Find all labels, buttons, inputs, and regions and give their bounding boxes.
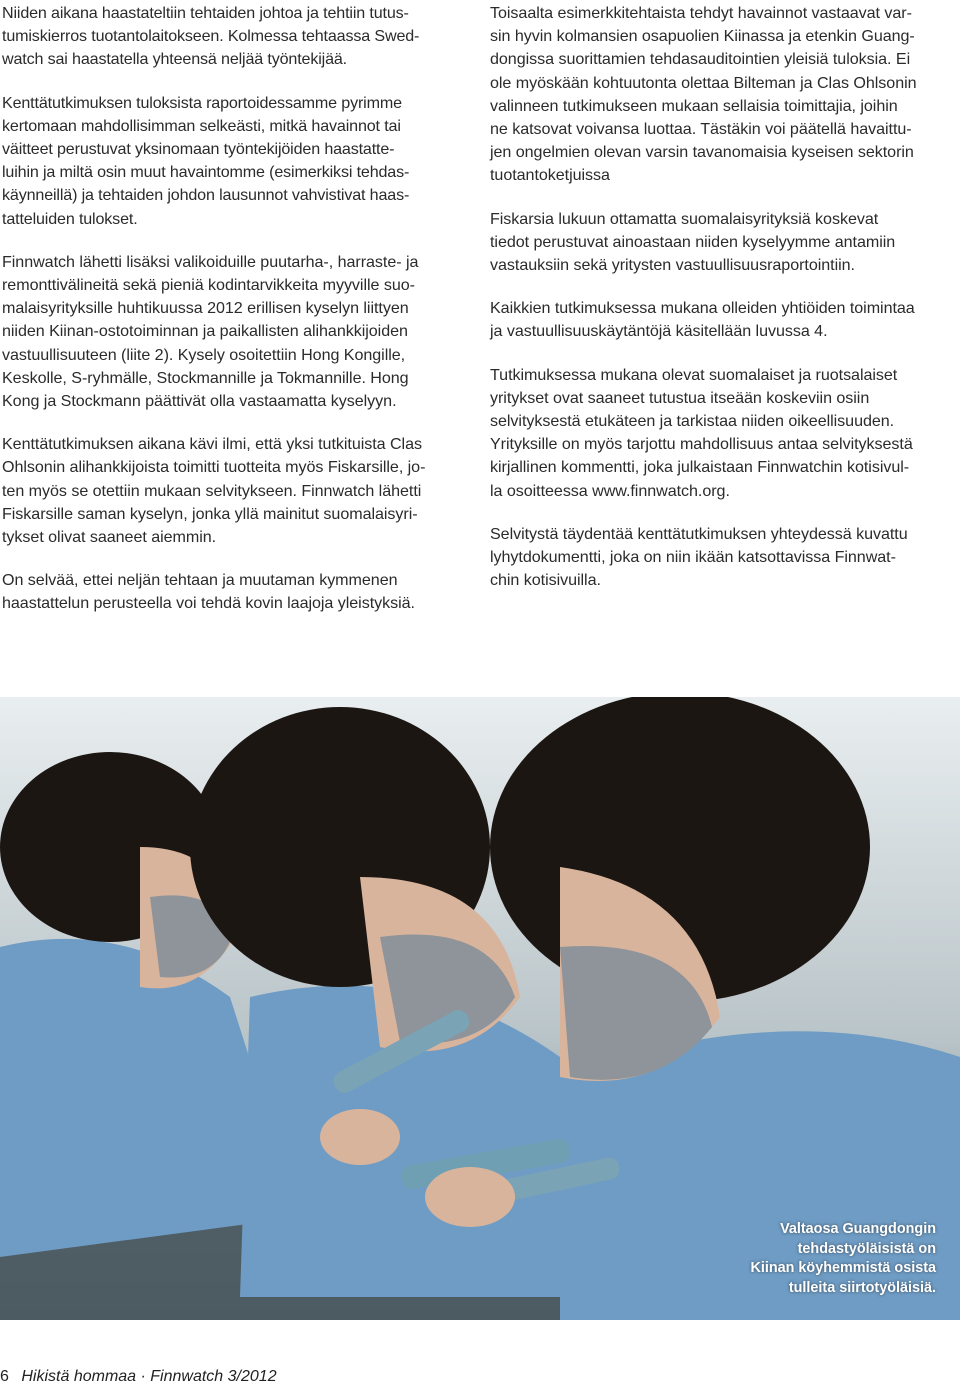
photo-caption: Valtaosa Guangdongin tehdastyöläisistä on Kiinan köyhemmistä osista tulleita siirtotyöläisiä. (750, 1221, 936, 1296)
paragraph: Toisaalta esimerkkitehtaista tehdyt havainnot vastaavat var- sin hyvin kolmansien osapuolien Kiinassa ja etenkin Guang- dongissa suorittamien tehdasauditointien yleisiä tuloksia. Ei ole myöskään kohtuutonta olettaa Bilteman ja Clas Ohlsonin valinneen tutkimukseen mukaan sellaisia toimittajia, joihin ne katsovat voivansa luottaa. Tästäkin voi päätellä havaittu- jen ongelmien olevan varsin tavanomaisia kyseisen sektorin tuotantoketjuissa (490, 4, 917, 185)
page-footer (0, 1368, 277, 1386)
paragraph: Kaikkien tutkimuksessa mukana olleiden yhtiöiden toimintaa ja vastuullisuuskäytäntöjä käsitellään luvussa 4. (490, 299, 915, 341)
paragraph: Kenttätutkimuksen tuloksista raportoidessamme pyrimme kertomaan mahdollisimman selkeästi, mitkä havainnot tai väitteet perustuvat yksinomaan työntekijöiden haastatte- luihin ja miltä osin muut havaintomme (esimerkiksi tehdas- käynneillä) ja tehtaiden johdon lausunnot vahvistivat haas- tatteluiden tulokset. (2, 93, 410, 228)
paragraph: Finnwatch lähetti lisäksi valikoiduille puutarha-, harraste- ja remonttivälineitä sekä pieniä kodintarvikkeita myyville suo- malaisyrityksille huhtikuussa 2012 erillisen kyselyn liittyen niiden Kiinan-ostotoiminnan ja paikallisten alihankkijoiden vastuullisuuteen (liite 2). Kysely osoitettiin Hong Kongille, Keskolle, S-ryhmälle, Stockmannille ja Tokmannille. Hong Kong ja Stockmann päättivät olla vastaamatta kyselyyn. (2, 252, 419, 411)
paragraph: Niiden aikana haastateltiin tehtaiden johtoa ja tehtiin tutus- tumiskierros tuotantolaitokseen. Kolmessa tehtaassa Swed- watch sai haastatella yhteensä neljää työntekijää. (2, 4, 420, 69)
paragraph: Fiskarsia lukuun ottamatta suomalaisyrityksiä koskevat tiedot perustuvat ainoastaan niiden kyselyymme antamiin vastauksiin sekä yritysten vastuullisuusraportointiin. (490, 209, 896, 275)
left-text-column (2, 2, 458, 636)
paragraph: Kenttätutkimuksen aikana kävi ilmi, että yksi tutkituista Clas Ohlsonin alihankkijoista toimitti tuotteita myös Fiskarsille, jo- ten myös se otettiin mukaan selvitykseen. Finnwatch lähetti Fiskarsille saman kyselyn, jonka yllä mainitut suomalaisyri- tykset olivat saaneet aiemmin. (2, 435, 426, 547)
publication-title: Hikistä hommaa · Finnwatch 3/2012 (21, 1368, 277, 1385)
factory-workers-photo (0, 697, 960, 1320)
paragraph: Tutkimuksessa mukana olevat suomalaiset ja ruotsalaiset yritykset ovat saaneet tutustua itseään koskeviin osiin selvityksestä etukäteen ja tarkistaa niiden oikeellisuuden. Yrityksille on myös tarjottu mahdollisuus antaa selvityksestä kirjallinen kommentti, joka julkaistaan Finnwatchin kotisivul- la osoitteessa www.finnwatch.org. (490, 365, 913, 500)
paragraph: On selvää, ettei neljän tehtaan ja muutaman kymmenen haastattelun perusteella voi tehdä kovin laajoja yleistyksiä. (2, 571, 415, 613)
page-number: 6 (0, 1368, 9, 1385)
paragraph: Selvitystä täydentää kenttätutkimuksen yhteydessä kuvattu lyhytdokumentti, joka on niin ikään katsottavissa Finnwat- chin kotisivuilla. (490, 524, 908, 590)
right-text-column (490, 2, 954, 612)
